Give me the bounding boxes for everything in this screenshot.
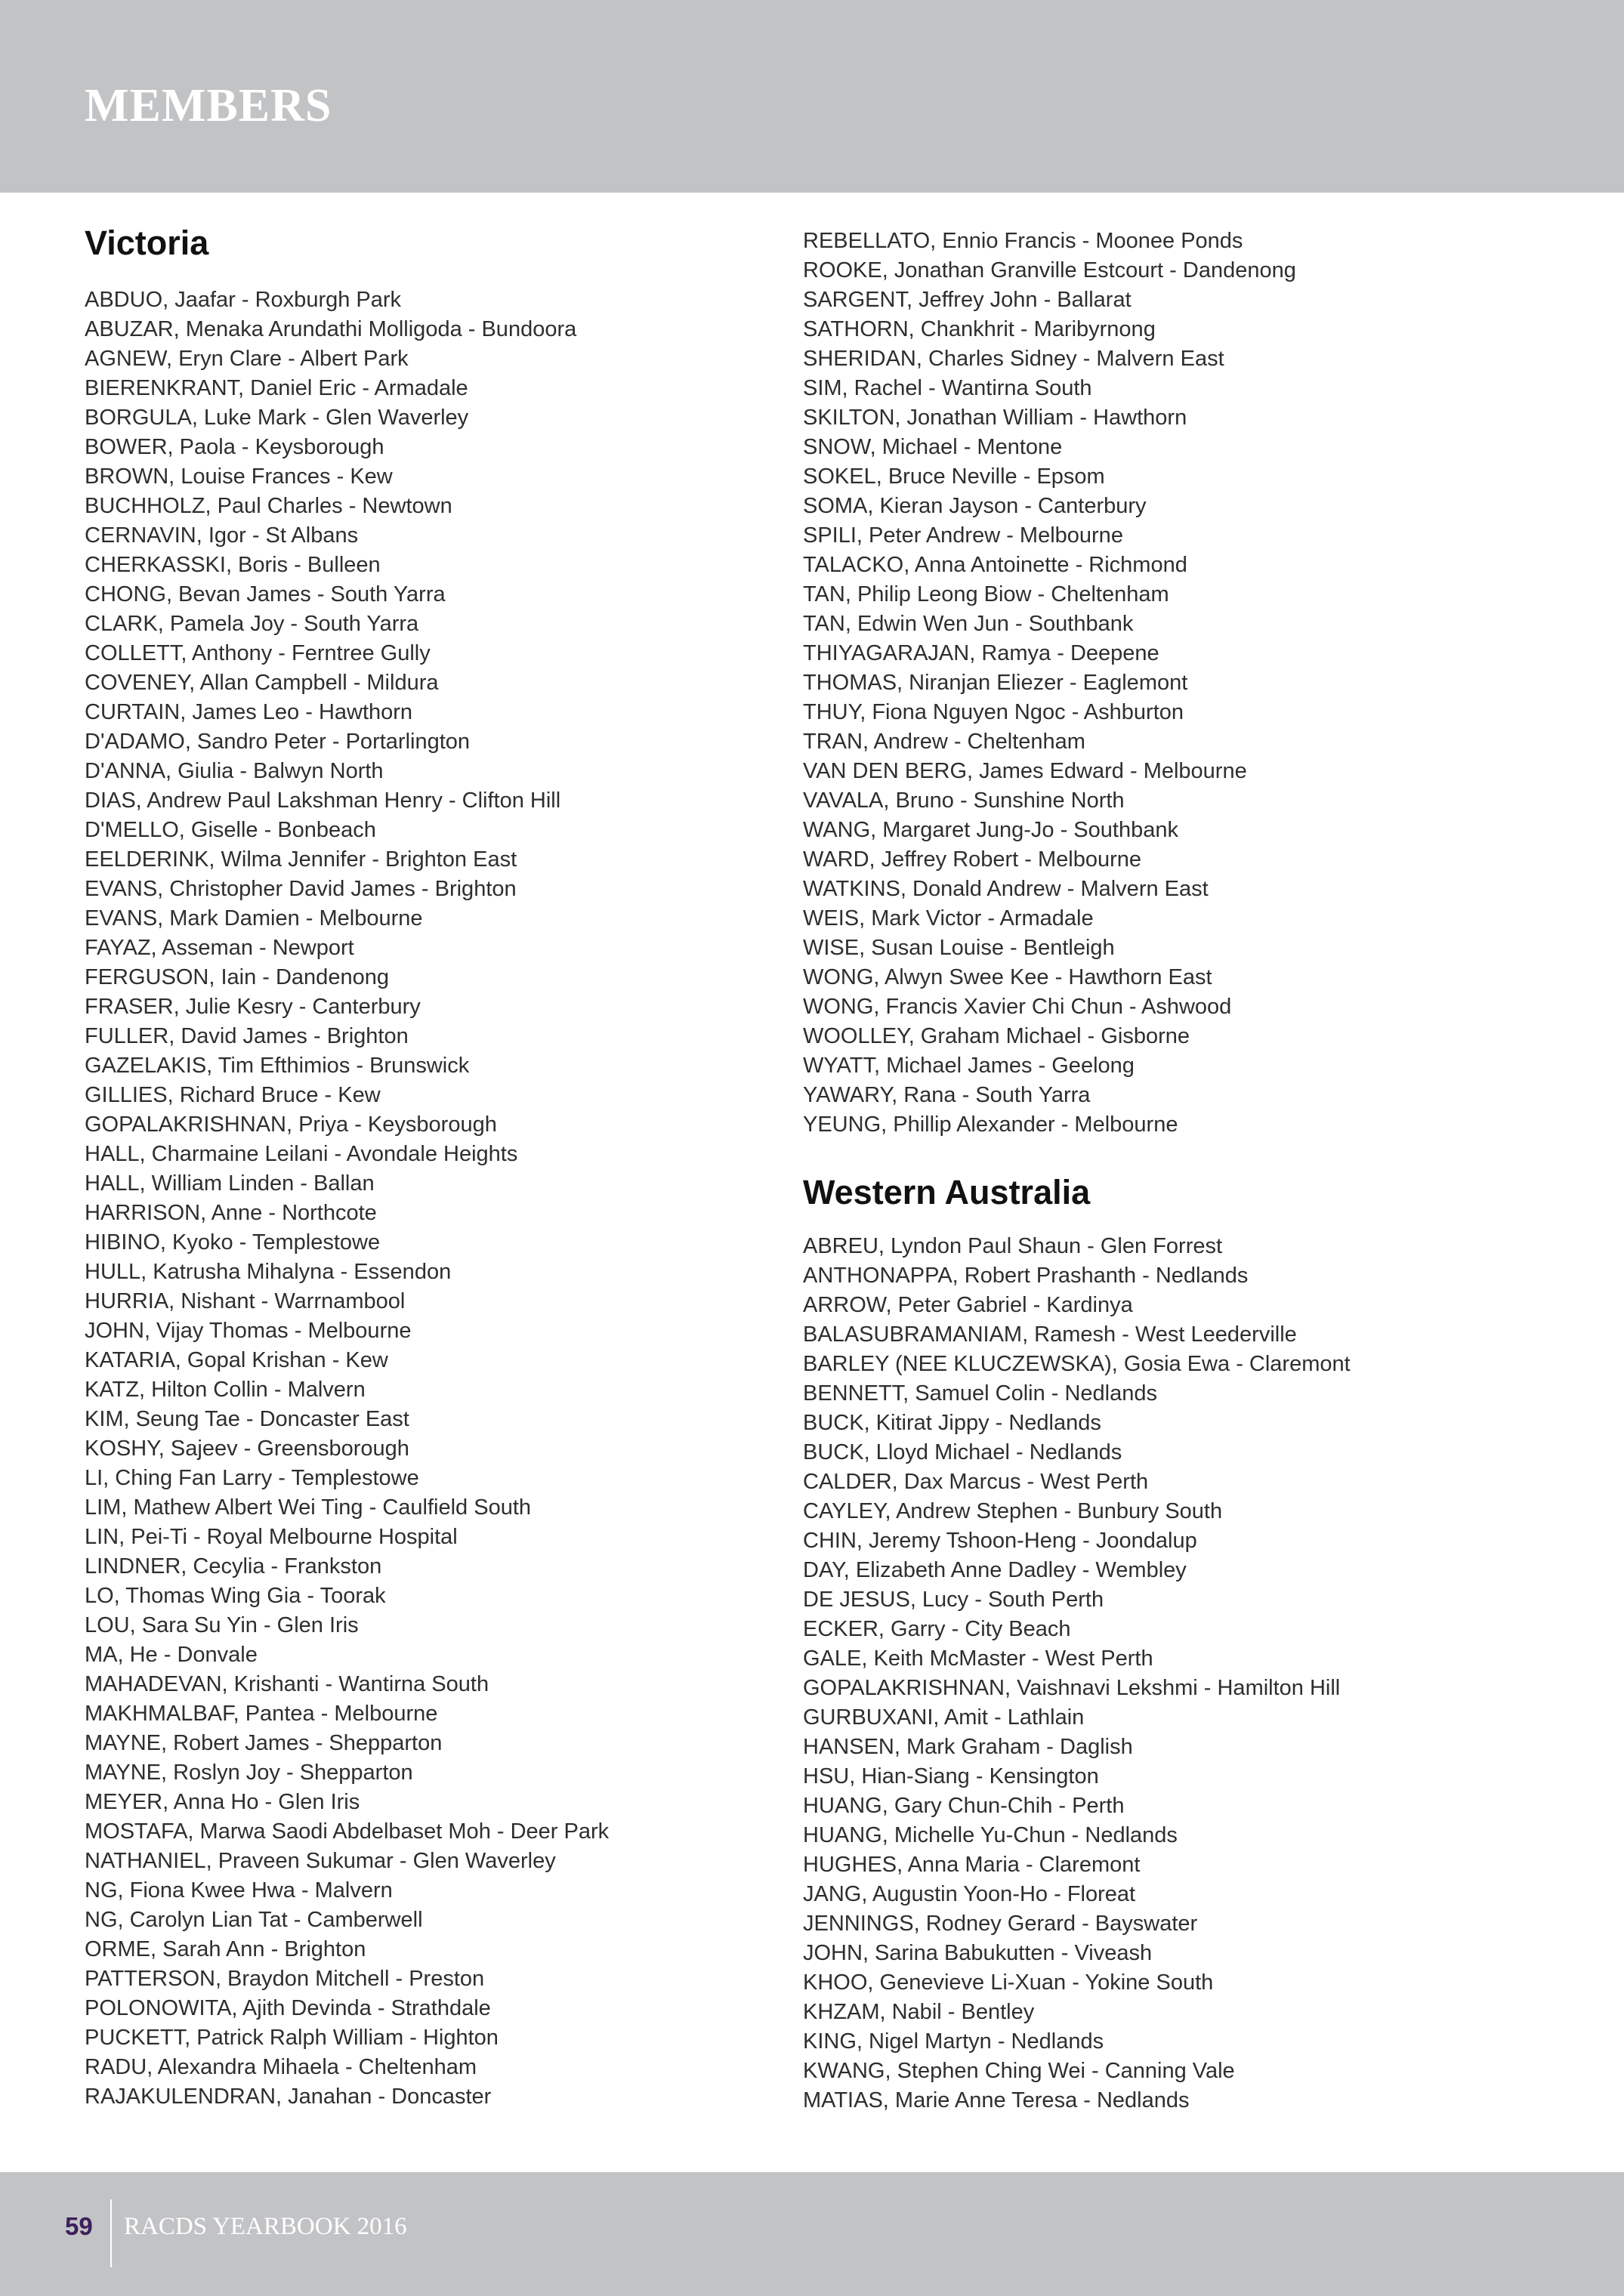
member-entry: LOU, Sara Su Yin - Glen Iris xyxy=(85,1613,359,1637)
member-entry: MEYER, Anna Ho - Glen Iris xyxy=(85,1790,360,1814)
member-entry: KOSHY, Sajeev - Greensborough xyxy=(85,1437,409,1461)
member-entry: YAWARY, Rana - South Yarra xyxy=(803,1083,1091,1107)
member-entry: ABDUO, Jaafar - Roxburgh Park xyxy=(85,288,402,312)
member-entry: DE JESUS, Lucy - South Perth xyxy=(803,1588,1104,1612)
member-entry: RAJAKULENDRAN, Janahan - Doncaster xyxy=(85,2085,492,2109)
member-entry: BALASUBRAMANIAM, Ramesh - West Leederville xyxy=(803,1322,1297,1347)
member-entry: CALDER, Dax Marcus - West Perth xyxy=(803,1470,1149,1494)
member-entry: KING, Nigel Martyn - Nedlands xyxy=(803,2029,1104,2054)
member-entry: HUGHES, Anna Maria - Claremont xyxy=(803,1853,1141,1877)
member-entry: ABUZAR, Menaka Arundathi Molligoda - Bundoora xyxy=(85,317,577,341)
member-entry: MATIAS, Marie Anne Teresa - Nedlands xyxy=(803,2088,1190,2112)
member-entry: WEIS, Mark Victor - Armadale xyxy=(803,906,1094,930)
member-entry: CURTAIN, James Leo - Hawthorn xyxy=(85,700,413,724)
member-entry: LO, Thomas Wing Gia - Toorak xyxy=(85,1584,386,1608)
member-entry: JENNINGS, Rodney Gerard - Bayswater xyxy=(803,1912,1198,1936)
member-entry: GILLIES, Richard Bruce - Kew xyxy=(85,1083,381,1107)
member-entry: HSU, Hian-Siang - Kensington xyxy=(803,1764,1099,1788)
member-entry: FULLER, David James - Brighton xyxy=(85,1024,409,1048)
member-entry: ANTHONAPPA, Robert Prashanth - Nedlands xyxy=(803,1264,1249,1288)
member-entry: ECKER, Garry - City Beach xyxy=(803,1617,1071,1641)
member-entry: TAN, Edwin Wen Jun - Southbank xyxy=(803,612,1134,636)
member-entry: BUCK, Kitirat Jippy - Nedlands xyxy=(803,1411,1101,1435)
member-entry: PUCKETT, Patrick Ralph William - Highton xyxy=(85,2026,499,2050)
member-entry: KWANG, Stephen Ching Wei - Canning Vale xyxy=(803,2059,1235,2083)
member-entry: SHERIDAN, Charles Sidney - Malvern East xyxy=(803,347,1224,371)
member-entry: CERNAVIN, Igor - St Albans xyxy=(85,523,359,548)
member-entry: BARLEY (NEE KLUCZEWSKA), Gosia Ewa - Claremont xyxy=(803,1352,1351,1376)
member-entry: SATHORN, Chankhrit - Maribyrnong xyxy=(803,317,1156,341)
footer-divider xyxy=(110,2199,112,2267)
member-list-western-australia xyxy=(803,1232,1558,2115)
member-entry: COVENEY, Allan Campbell - Mildura xyxy=(85,671,439,695)
member-entry: CAYLEY, Andrew Stephen - Bunbury South xyxy=(803,1499,1223,1523)
member-entry: MAYNE, Roslyn Joy - Shepparton xyxy=(85,1761,413,1785)
member-entry: KATZ, Hilton Collin - Malvern xyxy=(85,1378,366,1402)
member-entry: BOWER, Paola - Keysborough xyxy=(85,435,384,459)
member-list-victoria xyxy=(85,285,764,2112)
member-entry: SIM, Rachel - Wantirna South xyxy=(803,376,1092,400)
member-entry: TRAN, Andrew - Cheltenham xyxy=(803,730,1085,754)
member-entry: HURRIA, Nishant - Warrnambool xyxy=(85,1289,406,1313)
member-entry: WATKINS, Donald Andrew - Malvern East xyxy=(803,877,1209,901)
member-entry: SPILI, Peter Andrew - Melbourne xyxy=(803,523,1123,548)
member-entry: DAY, Elizabeth Anne Dadley - Wembley xyxy=(803,1558,1187,1582)
member-entry: EVANS, Christopher David James - Brighton xyxy=(85,877,517,901)
member-entry: POLONOWITA, Ajith Devinda - Strathdale xyxy=(85,1996,491,2020)
member-entry: WONG, Alwyn Swee Kee - Hawthorn East xyxy=(803,965,1212,989)
member-entry: HALL, Charmaine Leilani - Avondale Heights xyxy=(85,1142,518,1166)
member-entry: CHIN, Jeremy Tshoon-Heng - Joondalup xyxy=(803,1529,1197,1553)
member-entry: KIM, Seung Tae - Doncaster East xyxy=(85,1407,409,1431)
member-entry: SOKEL, Bruce Neville - Epsom xyxy=(803,464,1105,489)
member-entry: JOHN, Sarina Babukutten - Viveash xyxy=(803,1941,1153,1965)
member-entry: ARROW, Peter Gabriel - Kardinya xyxy=(803,1293,1133,1317)
member-entry: NG, Carolyn Lian Tat - Camberwell xyxy=(85,1908,423,1932)
member-entry: TAN, Philip Leong Biow - Cheltenham xyxy=(803,582,1169,606)
member-entry: THIYAGARAJAN, Ramya - Deepene xyxy=(803,641,1159,665)
publication-title: RACDS YEARBOOK 2016 xyxy=(124,2213,407,2240)
member-entry: KHOO, Genevieve Li-Xuan - Yokine South xyxy=(803,1970,1214,1995)
member-entry: DIAS, Andrew Paul Lakshman Henry - Clifton Hill xyxy=(85,788,561,813)
member-entry: YEUNG, Phillip Alexander - Melbourne xyxy=(803,1113,1178,1137)
member-entry: MAYNE, Robert James - Shepparton xyxy=(85,1731,443,1755)
member-entry: TALACKO, Anna Antoinette - Richmond xyxy=(803,553,1187,577)
member-entry: SKILTON, Jonathan William - Hawthorn xyxy=(803,406,1187,430)
member-entry: LIM, Mathew Albert Wei Ting - Caulfield South xyxy=(85,1495,532,1520)
member-entry: KATARIA, Gopal Krishan - Kew xyxy=(85,1348,388,1372)
member-entry: HANSEN, Mark Graham - Daglish xyxy=(803,1735,1133,1759)
member-entry: BUCHHOLZ, Paul Charles - Newtown xyxy=(85,494,452,518)
member-entry: KHZAM, Nabil - Bentley xyxy=(803,2000,1035,2024)
section-title-western-australia: Western Australia xyxy=(803,1173,1091,1211)
member-entry: SNOW, Michael - Mentone xyxy=(803,435,1063,459)
member-entry: BUCK, Lloyd Michael - Nedlands xyxy=(803,1440,1122,1464)
member-entry: LINDNER, Cecylia - Frankston xyxy=(85,1554,382,1578)
member-entry: HALL, William Linden - Ballan xyxy=(85,1171,375,1196)
member-entry: BIERENKRANT, Daniel Eric - Armadale xyxy=(85,376,468,400)
member-entry: ABREU, Lyndon Paul Shaun - Glen Forrest xyxy=(803,1234,1223,1258)
member-entry: BENNETT, Samuel Colin - Nedlands xyxy=(803,1381,1158,1406)
member-entry: COLLETT, Anthony - Ferntree Gully xyxy=(85,641,431,665)
member-entry: VAVALA, Bruno - Sunshine North xyxy=(803,788,1125,813)
member-list-victoria-continued xyxy=(803,227,1558,1140)
member-entry: HULL, Katrusha Mihalyna - Essendon xyxy=(85,1260,452,1284)
member-entry: FRASER, Julie Kesry - Canterbury xyxy=(85,995,421,1019)
member-entry: FAYAZ, Asseman - Newport xyxy=(85,936,354,960)
member-entry: EVANS, Mark Damien - Melbourne xyxy=(85,906,423,930)
member-entry: LI, Ching Fan Larry - Templestowe xyxy=(85,1466,419,1490)
member-entry: HUANG, Michelle Yu-Chun - Nedlands xyxy=(803,1823,1178,1847)
page-number: 59 xyxy=(65,2212,93,2240)
member-entry: CHERKASSKI, Boris - Bulleen xyxy=(85,553,381,577)
member-entry: SOMA, Kieran Jayson - Canterbury xyxy=(803,494,1147,518)
member-entry: SARGENT, Jeffrey John - Ballarat xyxy=(803,288,1132,312)
member-entry: D'MELLO, Giselle - Bonbeach xyxy=(85,818,376,842)
header-band xyxy=(0,0,1624,193)
member-entry: WISE, Susan Louise - Bentleigh xyxy=(803,936,1115,960)
member-entry: BROWN, Louise Frances - Kew xyxy=(85,464,393,489)
member-entry: GAZELAKIS, Tim Efthimios - Brunswick xyxy=(85,1054,470,1078)
member-entry: MAHADEVAN, Krishanti - Wantirna South xyxy=(85,1672,489,1696)
left-column xyxy=(85,219,764,2112)
member-entry: D'ANNA, Giulia - Balwyn North xyxy=(85,759,384,783)
member-entry: NATHANIEL, Praveen Sukumar - Glen Waverley xyxy=(85,1849,556,1873)
member-entry: EELDERINK, Wilma Jennifer - Brighton East xyxy=(85,847,517,872)
member-entry: THUY, Fiona Nguyen Ngoc - Ashburton xyxy=(803,700,1184,724)
member-entry: BORGULA, Luke Mark - Glen Waverley xyxy=(85,406,469,430)
member-entry: AGNEW, Eryn Clare - Albert Park xyxy=(85,347,409,371)
member-entry: WYATT, Michael James - Geelong xyxy=(803,1054,1135,1078)
member-entry: WOOLLEY, Graham Michael - Gisborne xyxy=(803,1024,1190,1048)
member-entry: JANG, Augustin Yoon-Ho - Floreat xyxy=(803,1882,1136,1906)
member-entry: HIBINO, Kyoko - Templestowe xyxy=(85,1230,381,1254)
member-entry: VAN DEN BERG, James Edward - Melbourne xyxy=(803,759,1247,783)
page-title: MEMBERS xyxy=(85,80,332,131)
member-entry: HUANG, Gary Chun-Chih - Perth xyxy=(803,1794,1125,1818)
section-title-victoria: Victoria xyxy=(85,224,209,262)
member-entry: GOPALAKRISHNAN, Vaishnavi Lekshmi - Hamilton Hill xyxy=(803,1676,1341,1700)
member-entry: MA, He - Donvale xyxy=(85,1643,258,1667)
member-entry: MAKHMALBAF, Pantea - Melbourne xyxy=(85,1702,438,1726)
member-entry: GOPALAKRISHNAN, Priya - Keysborough xyxy=(85,1113,497,1137)
member-entry: D'ADAMO, Sandro Peter - Portarlington xyxy=(85,730,471,754)
member-entry: HARRISON, Anne - Northcote xyxy=(85,1201,377,1225)
member-entry: FERGUSON, Iain - Dandenong xyxy=(85,965,389,989)
member-entry: REBELLATO, Ennio Francis - Moonee Ponds xyxy=(803,229,1243,253)
right-column xyxy=(803,227,1558,2115)
member-entry: CHONG, Bevan James - South Yarra xyxy=(85,582,446,606)
member-entry: GURBUXANI, Amit - Lathlain xyxy=(803,1705,1085,1730)
member-entry: CLARK, Pamela Joy - South Yarra xyxy=(85,612,419,636)
member-entry: WARD, Jeffrey Robert - Melbourne xyxy=(803,847,1142,872)
member-entry: THOMAS, Niranjan Eliezer - Eaglemont xyxy=(803,671,1188,695)
member-entry: WANG, Margaret Jung-Jo - Southbank xyxy=(803,818,1178,842)
member-entry: NG, Fiona Kwee Hwa - Malvern xyxy=(85,1878,393,1903)
member-entry: RADU, Alexandra Mihaela - Cheltenham xyxy=(85,2055,477,2079)
member-entry: WONG, Francis Xavier Chi Chun - Ashwood xyxy=(803,995,1232,1019)
member-entry: LIN, Pei-Ti - Royal Melbourne Hospital xyxy=(85,1525,458,1549)
member-entry: MOSTAFA, Marwa Saodi Abdelbaset Moh - Deer Park xyxy=(85,1819,610,1844)
member-entry: PATTERSON, Braydon Mitchell - Preston xyxy=(85,1967,485,1991)
member-entry: ORME, Sarah Ann - Brighton xyxy=(85,1937,366,1961)
member-entry: GALE, Keith McMaster - West Perth xyxy=(803,1646,1153,1671)
member-entry: JOHN, Vijay Thomas - Melbourne xyxy=(85,1319,412,1343)
member-entry: ROOKE, Jonathan Granville Estcourt - Dandenong xyxy=(803,258,1296,282)
